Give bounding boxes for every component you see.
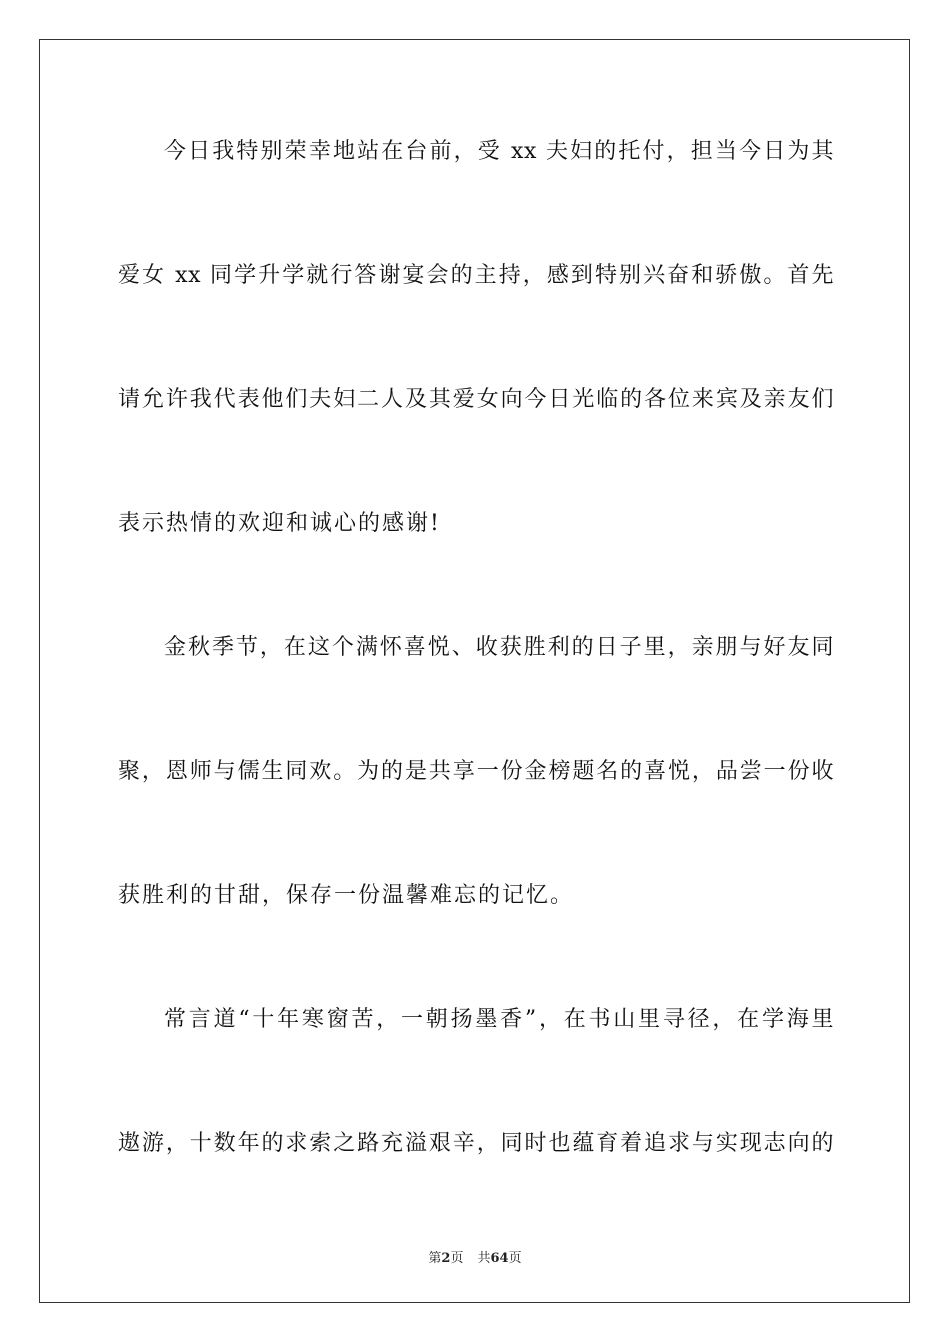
page-footer [0, 1247, 950, 1266]
paragraph-1-line-4: 表示热情的欢迎和诚心的感谢! [118, 511, 441, 536]
footer-page-suffix: 页 [450, 1251, 464, 1266]
total-pages-number: 64 [490, 1251, 509, 1266]
paragraph-3-line-2: 遨游，十数年的求索之路充溢艰辛，同时也蕴育着追求与实现志向的 [118, 1131, 834, 1156]
footer-prefix: 第 [428, 1251, 442, 1266]
paragraph-2-line-2: 聚，恩师与儒生同欢。为的是共享一份金榜题名的喜悦，品尝一份收 [118, 759, 834, 784]
paragraph-1-line-1: 今日我特别荣幸地站在台前，受 xx 夫妇的托付，担当今日为其 [164, 139, 834, 164]
paragraph-2-line-3: 获胜利的甘甜，保存一份温馨难忘的记忆。 [118, 883, 575, 908]
paragraph-3-line-1: 常言道“十年寒窗苦，一朝扬墨香”，在书山里寻径，在学海里 [164, 1007, 834, 1032]
paragraph-2-line-1: 金秋季节，在这个满怀喜悦、收获胜利的日子里，亲朋与好友同 [164, 635, 834, 660]
footer-total-suffix: 页 [508, 1251, 522, 1266]
paragraph-1-line-2: 爱女 xx 同学升学就行答谢宴会的主持，感到特别兴奋和骄傲。首先 [118, 263, 834, 288]
current-page-number: 2 [441, 1251, 451, 1266]
page-border [39, 39, 910, 1303]
footer-total-prefix: 共 [477, 1251, 491, 1266]
paragraph-1-line-3: 请允许我代表他们夫妇二人及其爱女向今日光临的各位来宾及亲友们 [118, 387, 834, 412]
